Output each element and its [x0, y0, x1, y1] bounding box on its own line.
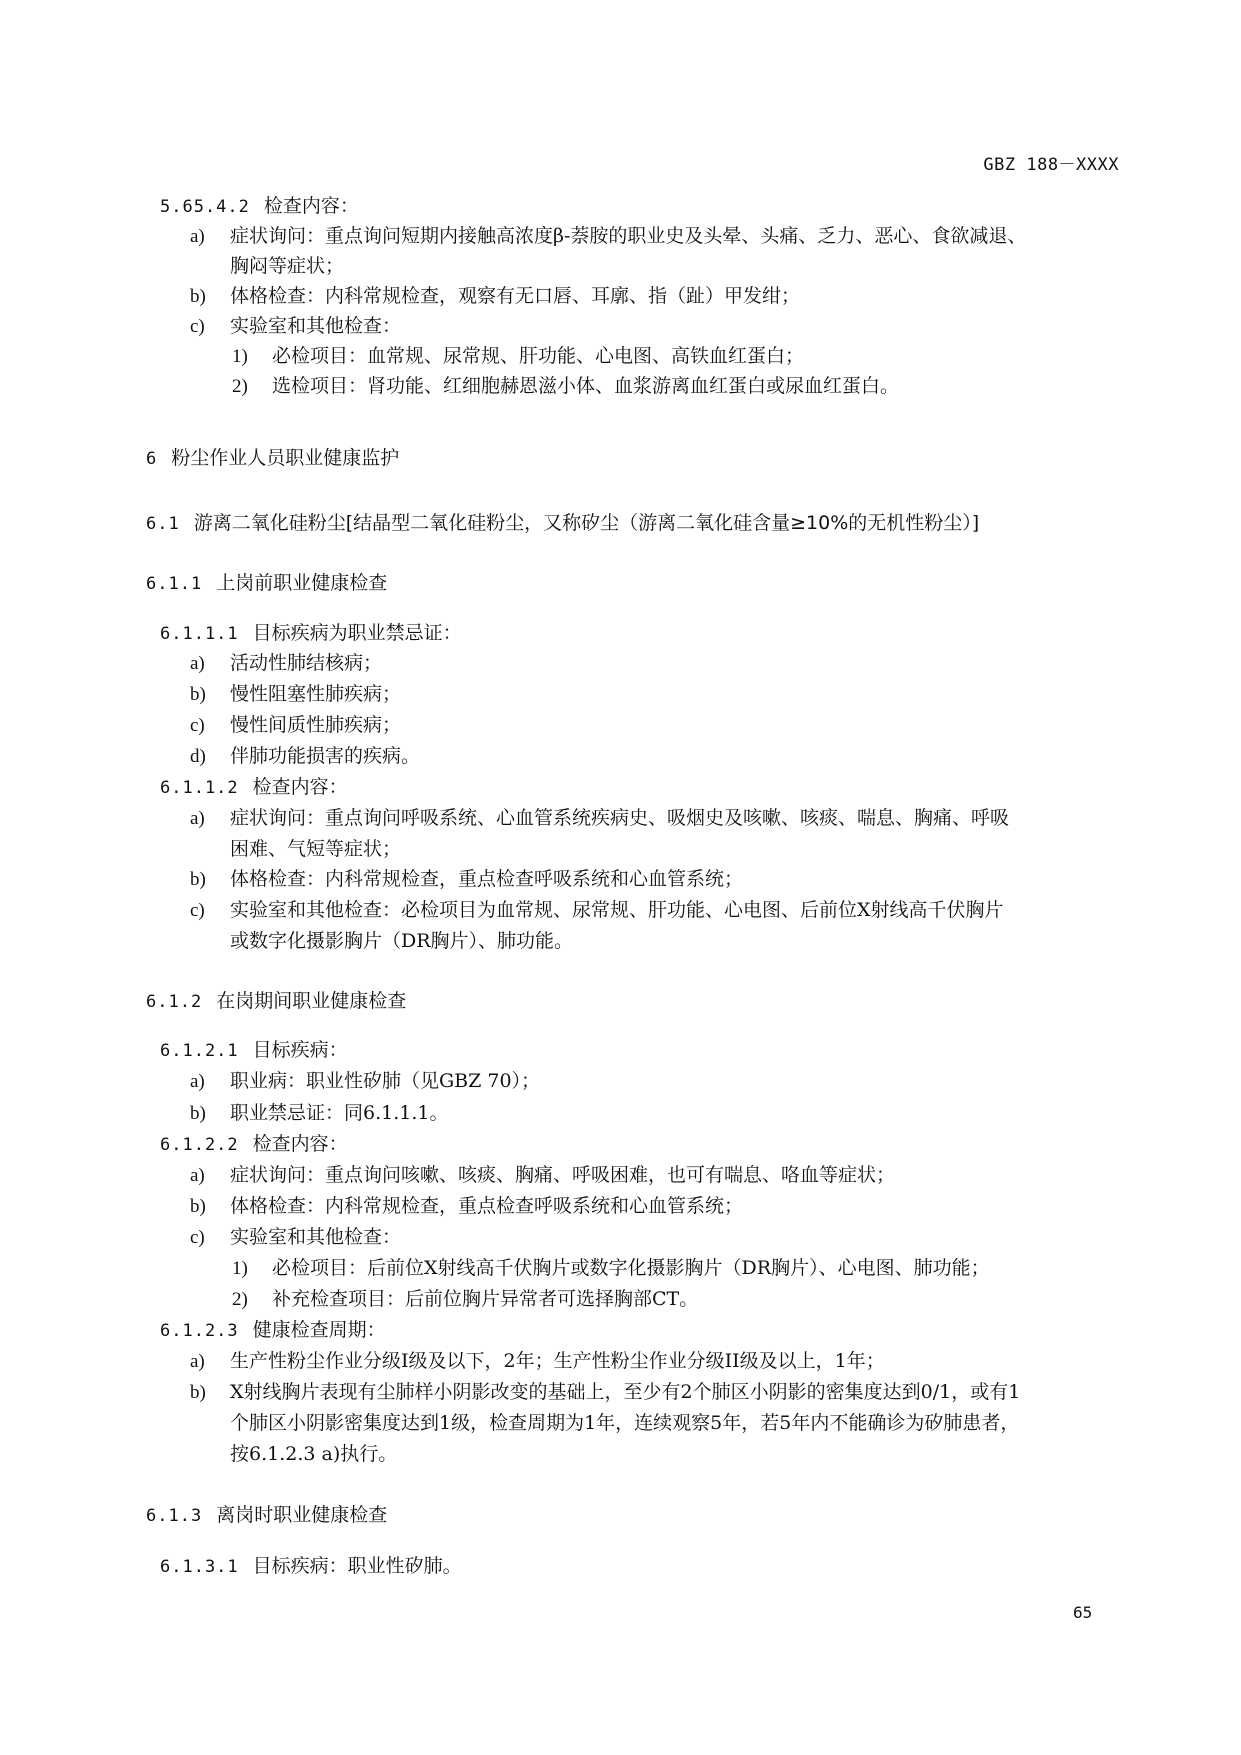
clause-title: 健康检查周期： [252, 1319, 386, 1341]
list-marker: a) [190, 808, 205, 829]
list-item-continuation [230, 836, 401, 862]
clause-title: 上岗前职业健康检查 [216, 572, 388, 594]
clause-number: 6.1 [146, 514, 180, 534]
list-text: 职业病：职业性矽肺（见GBZ 70）； [230, 1070, 541, 1092]
list-marker: a) [190, 1351, 205, 1372]
list-marker: 2) [232, 1289, 248, 1310]
sub-list-item [232, 1255, 990, 1282]
list-marker: a) [190, 1165, 205, 1186]
list-text: 体格检查：内科常规检查，观察有无口唇、耳廓、指（趾）甲发绀； [230, 285, 801, 307]
list-marker: a) [190, 653, 205, 674]
list-text: 胸闷等症状； [230, 255, 345, 277]
chapter-heading [146, 445, 399, 472]
clause-title: 目标疾病： [252, 1039, 348, 1061]
list-item [190, 866, 743, 893]
clause-heading [160, 1553, 462, 1580]
list-text: 职业禁忌证：同6.1.1.1。 [230, 1102, 449, 1124]
section-heading [146, 1502, 387, 1529]
list-item [190, 805, 1009, 832]
list-item-continuation [230, 1410, 1019, 1436]
list-text: X射线胸片表现有尘肺样小阴影改变的基础上，至少有2个肺区小阴影的密集度达到0/1，或有1 [230, 1381, 1021, 1403]
clause-title: 在岗期间职业健康检查 [216, 990, 407, 1012]
clause-title: 游离二氧化硅粉尘[结晶型二氧化硅粉尘，又称矽尘（游离二氧化硅含量≥10%的无机性粉尘）] [193, 512, 980, 534]
list-marker: c) [190, 900, 205, 921]
clause-number: 6.1.2.3 [160, 1321, 239, 1341]
clause-number: 6.1.2.1 [160, 1041, 239, 1061]
list-text: 症状询问：重点询问呼吸系统、心血管系统疾病史、吸烟史及咳嗽、咳痰、喘息、胸痛、呼吸 [230, 807, 1010, 829]
document-code: GBZ 188－XXXX [983, 155, 1119, 175]
list-marker: b) [190, 869, 206, 890]
list-item [190, 283, 800, 310]
clause-title: 检查内容： [263, 195, 359, 217]
clause-number: 6.1.2.2 [160, 1135, 239, 1155]
list-marker: c) [190, 316, 205, 337]
list-text: 实验室和其他检查： [230, 1226, 402, 1248]
list-text: 症状询问：重点询问咳嗽、咳痰、胸痛、呼吸困难，也可有喘息、咯血等症状； [230, 1164, 896, 1186]
list-marker: b) [190, 1103, 206, 1124]
list-marker: c) [190, 1227, 205, 1248]
list-item [190, 1100, 448, 1127]
section-heading [146, 988, 406, 1015]
list-text: 生产性粉尘作业分级I级及以下，2年；生产性粉尘作业分级II级及以上，1年； [230, 1350, 885, 1372]
list-marker: 1) [232, 1258, 248, 1279]
page-number: 65 [1073, 1603, 1093, 1622]
list-text: 必检项目：后前位X射线高千伏胸片或数字化摄影胸片（DR胸片）、心电图、肺功能； [272, 1257, 990, 1279]
list-item [190, 1162, 895, 1189]
clause-number: 6 [146, 449, 158, 469]
clause-number: 6.1.3.1 [160, 1557, 239, 1577]
list-text: 伴肺功能损害的疾病。 [230, 745, 421, 767]
list-item-continuation [230, 1441, 397, 1467]
list-marker: 1) [232, 346, 248, 367]
clause-heading [160, 1131, 348, 1158]
section-heading [146, 510, 979, 537]
list-item [190, 1068, 540, 1095]
list-item [190, 650, 382, 677]
list-text: 体格检查：内科常规检查，重点检查呼吸系统和心血管系统； [230, 868, 744, 890]
list-item [190, 1224, 401, 1251]
list-text: 活动性肺结核病； [230, 652, 383, 674]
list-item [190, 1348, 885, 1375]
clause-number: 6.1.1.1 [160, 624, 239, 644]
list-marker: d) [190, 746, 206, 767]
list-marker: a) [190, 1071, 205, 1092]
list-item-continuation [230, 253, 344, 279]
clause-number: 6.1.1.2 [160, 778, 239, 798]
list-text: 慢性间质性肺疾病； [230, 714, 402, 736]
clause-number: 6.1.2 [146, 992, 203, 1012]
list-marker: c) [190, 715, 205, 736]
list-marker: 2) [232, 376, 248, 397]
sub-list-item [232, 1286, 698, 1313]
list-item [190, 223, 1026, 250]
list-marker: b) [190, 286, 206, 307]
list-item [190, 712, 401, 739]
clause-number: 6.1.3 [146, 1506, 203, 1526]
sub-list-item [232, 343, 804, 370]
list-item [190, 1379, 1020, 1406]
clause-title: 检查内容： [252, 1133, 348, 1155]
list-marker: a) [190, 226, 205, 247]
clause-title: 检查内容： [252, 776, 348, 798]
list-item [190, 1193, 743, 1220]
list-text: 症状询问：重点询问短期内接触高浓度β-萘胺的职业史及头晕、头痛、乏力、恶心、食欲减退、 [230, 225, 1027, 247]
list-marker: b) [190, 684, 206, 705]
list-text: 选检项目：肾功能、红细胞赫恩滋小体、血浆游离血红蛋白或尿血红蛋白。 [272, 375, 900, 397]
list-item-continuation [230, 928, 573, 954]
list-text: 实验室和其他检查： [230, 315, 402, 337]
list-text: 困难、气短等症状； [230, 838, 402, 860]
list-item [190, 681, 401, 708]
section-heading [146, 570, 387, 597]
list-marker: b) [190, 1382, 206, 1403]
clause-heading [160, 193, 359, 220]
list-text: 个肺区小阴影密集度达到1级，检查周期为1年，连续观察5年，若5年内不能确诊为矽肺患者， [230, 1412, 1020, 1434]
clause-heading [160, 620, 462, 647]
list-marker: b) [190, 1196, 206, 1217]
list-item [190, 313, 401, 340]
list-text: 必检项目：血常规、尿常规、肝功能、心电图、高铁血红蛋白； [272, 345, 805, 367]
list-item [190, 743, 420, 770]
clause-number: 6.1.1 [146, 574, 203, 594]
list-text: 或数字化摄影胸片（DR胸片）、肺功能。 [230, 930, 574, 952]
list-text: 实验室和其他检查：必检项目为血常规、尿常规、肝功能、心电图、后前位X射线高千伏胸片 [230, 899, 1004, 921]
list-item [190, 897, 1004, 924]
clause-heading [160, 1037, 348, 1064]
list-text: 体格检查：内科常规检查，重点检查呼吸系统和心血管系统； [230, 1195, 744, 1217]
list-text: 补充检查项目：后前位胸片异常者可选择胸部CT。 [272, 1288, 699, 1310]
clause-title: 粉尘作业人员职业健康监护 [171, 447, 400, 469]
list-text: 按6.1.2.3 a)执行。 [230, 1443, 398, 1465]
clause-number: 5.65.4.2 [160, 197, 250, 217]
clause-title: 目标疾病为职业禁忌证： [252, 622, 462, 644]
list-text: 慢性阻塞性肺疾病； [230, 683, 402, 705]
clause-title: 离岗时职业健康检查 [216, 1504, 388, 1526]
clause-heading [160, 1317, 386, 1344]
sub-list-item [232, 373, 899, 400]
clause-heading [160, 774, 348, 801]
clause-title: 目标疾病：职业性矽肺。 [252, 1555, 462, 1577]
